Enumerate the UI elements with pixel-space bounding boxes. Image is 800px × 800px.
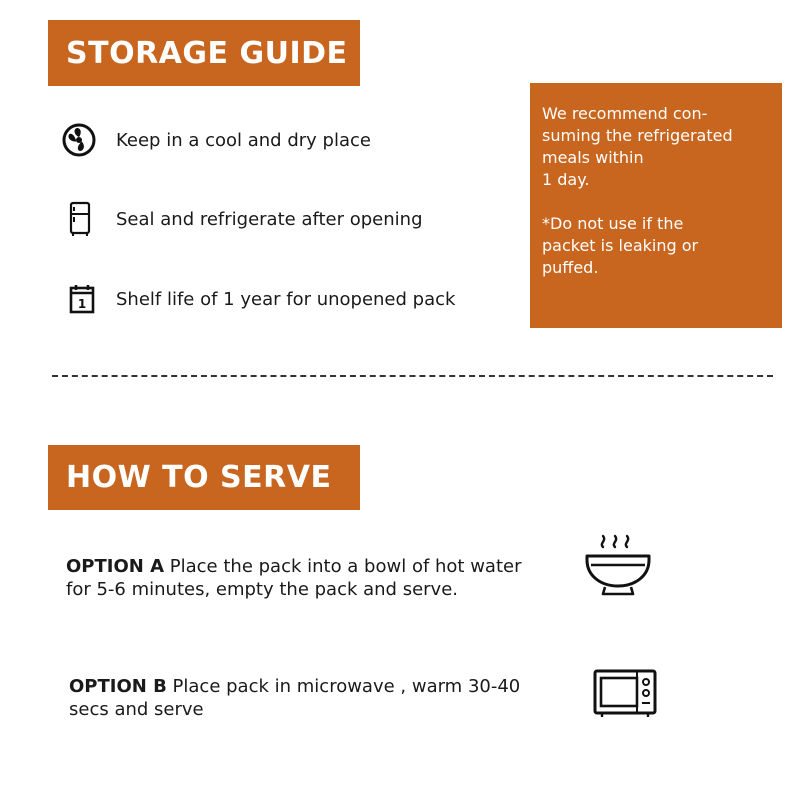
storage-item-text: Shelf life of 1 year for unopened pack	[116, 288, 456, 310]
warning-line: *Do not use if the	[542, 214, 684, 233]
option-text: Place the pack into a bowl of hot water for 5-6 minutes, empty the pack and serve.	[66, 556, 522, 600]
serve-option-a	[66, 555, 536, 601]
note-line: suming the refrigerated	[542, 126, 733, 145]
storage-item-text: Seal and refrigerate after opening	[116, 208, 423, 230]
storage-item-shelf-life	[62, 282, 455, 316]
how-to-serve-title: HOW TO SERVE	[66, 460, 332, 495]
warning-line: puffed.	[542, 258, 599, 277]
option-label: OPTION B	[69, 676, 167, 697]
note-line: meals within	[542, 148, 644, 167]
calendar-icon	[62, 282, 104, 316]
serve-option-b	[69, 675, 539, 721]
recommendation-text	[542, 103, 770, 191]
storage-item-cool-dry	[62, 123, 371, 157]
option-text: Place pack in microwave , warm 30-40 secs and serve	[69, 676, 521, 720]
refrigerator-icon	[62, 202, 104, 236]
fan-icon	[62, 123, 104, 157]
microwave-icon	[592, 668, 658, 718]
hot-bowl-icon	[583, 530, 653, 600]
storage-guide-title: STORAGE GUIDE	[66, 35, 348, 71]
storage-guide-banner	[48, 20, 360, 86]
note-line: We recommend con-	[542, 104, 708, 123]
calendar-day-number: 1	[77, 297, 87, 311]
note-line: 1 day.	[542, 170, 590, 189]
warning-text	[542, 213, 770, 279]
how-to-serve-banner	[48, 445, 360, 510]
warning-line: packet is leaking or	[542, 236, 699, 255]
section-divider	[52, 375, 773, 377]
option-label: OPTION A	[66, 556, 165, 577]
recommendation-note	[530, 83, 782, 328]
storage-item-text: Keep in a cool and dry place	[116, 129, 371, 151]
storage-item-refrigerate	[62, 202, 423, 236]
